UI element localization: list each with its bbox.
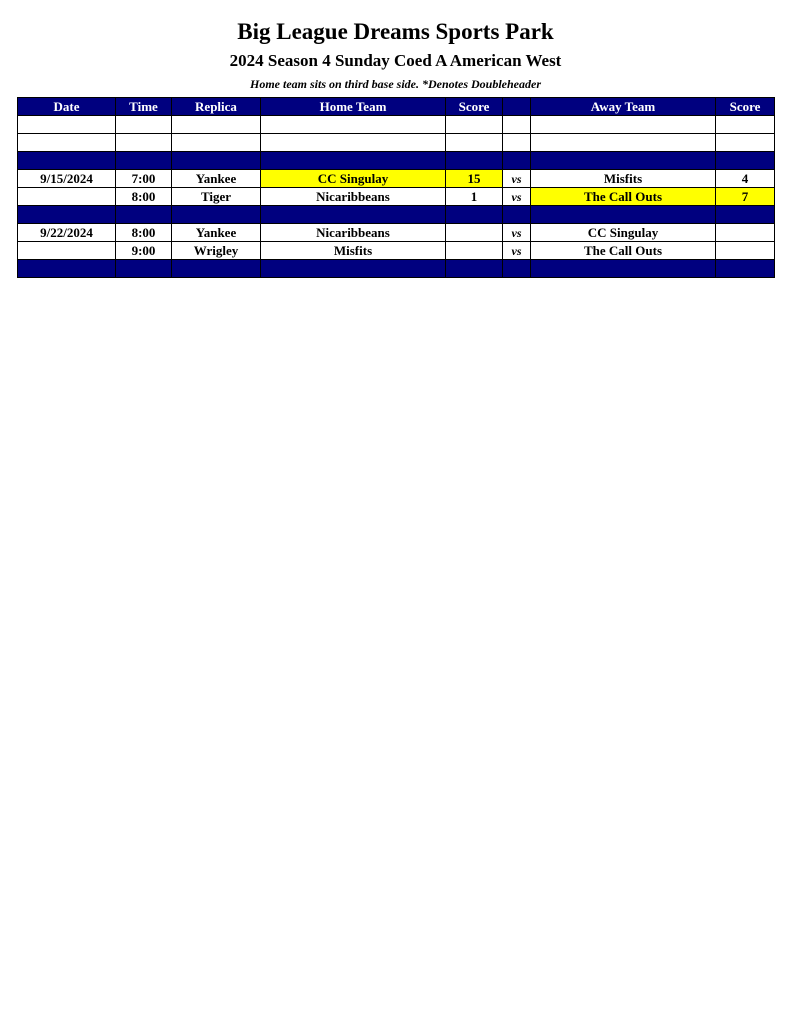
- away-score: 7: [716, 188, 775, 206]
- away-score: [716, 242, 775, 260]
- away-score: [716, 224, 775, 242]
- game-date: 9/15/2024: [18, 170, 116, 188]
- game-time: 7:00: [116, 170, 172, 188]
- away-team: The Call Outs: [531, 188, 716, 206]
- empty-row: [18, 116, 775, 134]
- home-team: Misfits: [261, 242, 446, 260]
- home-score: [446, 224, 503, 242]
- game-replica: Wrigley: [172, 242, 261, 260]
- column-header-vs: [503, 98, 531, 116]
- home-score: 1: [446, 188, 503, 206]
- schedule-note: Home team sits on third base side. *Denotes Doubleheader: [250, 77, 541, 91]
- vs-label: vs: [503, 170, 531, 188]
- game-time: 9:00: [116, 242, 172, 260]
- game-replica: Yankee: [172, 224, 261, 242]
- column-header-home-team: Home Team: [261, 98, 446, 116]
- page-subtitle: 2024 Season 4 Sunday Coed A American West: [229, 51, 562, 70]
- away-team: Misfits: [531, 170, 716, 188]
- column-header-away-score: Score: [716, 98, 775, 116]
- table-row: [18, 224, 775, 242]
- table-header-row: [18, 98, 775, 116]
- table-row: [18, 242, 775, 260]
- table-row: [18, 188, 775, 206]
- vs-label: vs: [503, 224, 531, 242]
- game-time: 8:00: [116, 224, 172, 242]
- vs-label: vs: [503, 242, 531, 260]
- column-header-replica: Replica: [172, 98, 261, 116]
- page-title: Big League Dreams Sports Park: [237, 19, 554, 44]
- table-row: [18, 170, 775, 188]
- vs-label: vs: [503, 188, 531, 206]
- away-team: CC Singulay: [531, 224, 716, 242]
- home-score: 15: [446, 170, 503, 188]
- separator-band: [18, 206, 775, 224]
- game-date: [18, 188, 116, 206]
- game-replica: Tiger: [172, 188, 261, 206]
- game-date: [18, 242, 116, 260]
- separator-band: [18, 152, 775, 170]
- away-team: The Call Outs: [531, 242, 716, 260]
- separator-band: [18, 260, 775, 278]
- column-header-away-team: Away Team: [531, 98, 716, 116]
- game-time: 8:00: [116, 188, 172, 206]
- home-team: Nicaribbeans: [261, 224, 446, 242]
- game-date: 9/22/2024: [18, 224, 116, 242]
- empty-row: [18, 134, 775, 152]
- game-replica: Yankee: [172, 170, 261, 188]
- home-team: CC Singulay: [261, 170, 446, 188]
- away-score: 4: [716, 170, 775, 188]
- schedule-table: [17, 97, 775, 278]
- column-header-home-score: Score: [446, 98, 503, 116]
- home-score: [446, 242, 503, 260]
- column-header-date: Date: [18, 98, 116, 116]
- column-header-time: Time: [116, 98, 172, 116]
- home-team: Nicaribbeans: [261, 188, 446, 206]
